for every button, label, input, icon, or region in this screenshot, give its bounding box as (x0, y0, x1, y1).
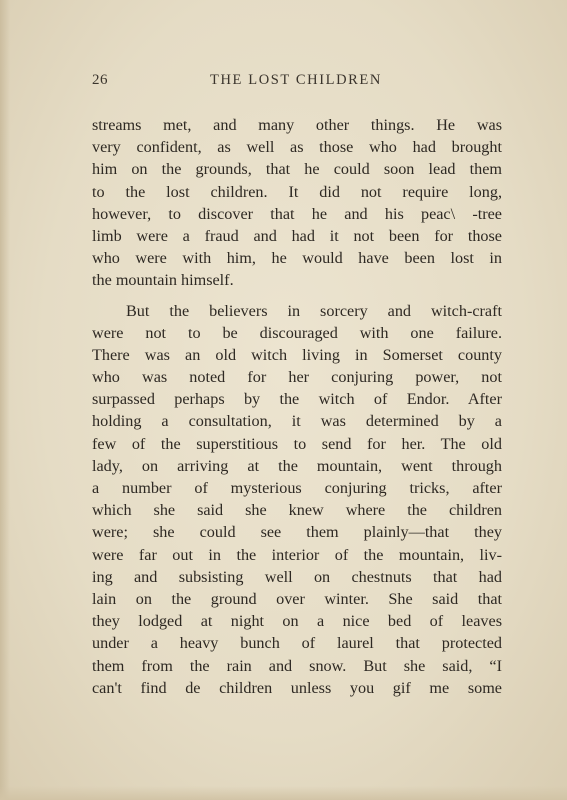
text-line: were not to be discouraged with one failure. (92, 323, 502, 342)
text-line: ing and subsisting well on chestnuts that had (92, 567, 502, 586)
text-line: were far out in the interior of the mountain, liv- (92, 545, 502, 564)
text-line: under a heavy bunch of laurel that protected (92, 634, 502, 653)
text-line: to the lost children. It did not require long, (92, 182, 502, 201)
running-title: THE LOST CHILDREN (210, 72, 382, 88)
paragraph-2 (92, 300, 502, 699)
text-line: the mountain himself. (92, 271, 234, 290)
text-line: can't find de children unless you gif me some (92, 678, 502, 697)
text-line: however, to discover that he and his peac\ -tree (92, 204, 502, 223)
text-line: very confident, as well as those who had brought (92, 138, 502, 157)
text-line: who was noted for her conjuring power, not (92, 368, 502, 387)
text-line: holding a consultation, it was determined by a (92, 412, 502, 431)
text-line: who were with him, he would have been lost in (92, 249, 502, 268)
page-edge-shadow-left (0, 0, 10, 800)
text-line: There was an old witch living in Somerset county (92, 345, 502, 364)
text-line: streams met, and many other things. He was (92, 116, 502, 134)
body-text (92, 114, 502, 699)
page-number: 26 (92, 72, 108, 88)
text-line: limb were a fraud and had it not been for those (92, 226, 502, 245)
page-header (92, 72, 500, 94)
text-line: him on the grounds, that he could soon lead them (92, 160, 502, 179)
page-edge-shadow-bottom (0, 786, 567, 800)
text-line: they lodged at night on a nice bed of leaves (92, 612, 502, 631)
text-line: which she said she knew where the children (92, 501, 502, 520)
text-line: lain on the ground over winter. She said that (92, 589, 502, 608)
text-line: But the believers in sorcery and witch-craft (126, 301, 502, 320)
paragraph-1 (92, 114, 502, 292)
text-line: them from the rain and snow. But she said, “I (92, 656, 502, 675)
paragraph-gap (92, 292, 502, 300)
text-line: were; she could see them plainly—that they (92, 523, 502, 542)
text-line: few of the superstitious to send for her. The old (92, 434, 502, 453)
text-line: surpassed perhaps by the witch of Endor. After (92, 390, 502, 409)
text-line: a number of mysterious conjuring tricks, after (92, 479, 502, 497)
text-line: lady, on arriving at the mountain, went through (92, 456, 502, 475)
